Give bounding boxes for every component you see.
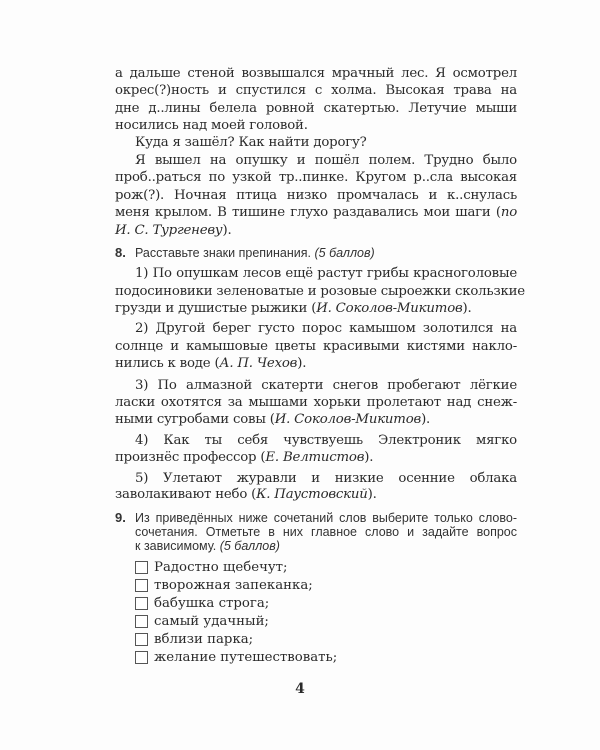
text-segment: по [500, 205, 517, 220]
instruction-line [135, 511, 517, 525]
text-segment: проб..раться по узкой тр..пинке. Кругом р..сла высокая [115, 170, 517, 185]
exercise-sentence-line [135, 265, 517, 282]
text-segment: ). [364, 450, 374, 465]
text-segment: Я вышел на опушку и пошёл полем. Трудно было [135, 153, 517, 168]
option-label: Радостно щебечут; [154, 560, 288, 575]
paragraph-line [115, 82, 517, 99]
text-segment: 4) Как ты себя чувствуешь Электроник мягко [135, 433, 517, 448]
text-segment: ными сугробами совы ( [115, 412, 275, 427]
text-segment: подосиновики зеленоватые и розовые сыроежки скользкие [115, 284, 525, 299]
text-segment: грузди и душистые рыжики ( [115, 301, 317, 316]
text-segment: произнёс профессор ( [115, 450, 266, 465]
text-segment: 5) Улетают журавли и низкие осенние облака [135, 471, 517, 486]
checkbox[interactable] [135, 561, 148, 574]
option-item[interactable] [135, 559, 288, 576]
paragraph-line [135, 152, 517, 169]
text-segment: ). [462, 301, 472, 316]
paragraph-line [115, 187, 517, 204]
text-segment: ). [222, 223, 232, 238]
text-segment: И. С. Тургеневу [115, 223, 223, 238]
paragraph-line [115, 222, 517, 239]
paragraph-line [115, 65, 517, 82]
text-segment: нились к воде ( [115, 356, 220, 371]
task-number: 9. [115, 510, 126, 525]
exercise-sentence-line [135, 470, 517, 487]
exercise-sentence-line [115, 355, 517, 372]
option-item[interactable] [135, 649, 337, 666]
text-segment: окрес(?)ность и спустился с холма. Высокая трава на [115, 83, 517, 98]
paragraph-line [115, 169, 517, 186]
text-segment: дне д..лины белела ровной скатертью. Летучие мыши [115, 101, 517, 116]
text-segment: ). [421, 412, 431, 427]
text-segment: К. Паустовский [256, 487, 368, 502]
text-segment: Расставьте знаки препинания. [135, 246, 315, 260]
exercise-sentence-line [115, 411, 517, 428]
option-item[interactable] [135, 631, 253, 648]
checkbox[interactable] [135, 597, 148, 610]
text-segment: ласки охотятся за мышами хорьки пролетают над снеж- [115, 395, 517, 410]
exercise-sentence-line [115, 449, 517, 466]
text-segment: 3) По алмазной скатерти снегов пробегают лёгкие [135, 378, 517, 393]
text-segment: рож(?). Ночная птица низко промчалась и к..снулась [115, 188, 517, 203]
option-item[interactable] [135, 595, 269, 612]
exercise-sentence-line [115, 283, 525, 300]
checkbox[interactable] [135, 651, 148, 664]
text-segment: к зависимому. [135, 539, 220, 553]
exercise-sentence-line [135, 432, 517, 449]
text-segment: ). [297, 356, 307, 371]
text-segment: ). [367, 487, 377, 502]
option-label: вблизи парка; [154, 631, 254, 647]
text-segment: сочетания. Отметьте в них главное слово и задайте вопрос [135, 525, 517, 539]
text-segment: И. Соколов-Микитов [316, 301, 463, 316]
text-segment: солнце и камышовые цветы красивыми кистями накло- [115, 339, 517, 354]
text-segment: (5 баллов) [219, 539, 280, 553]
task-number: 8. [115, 245, 126, 260]
option-label: желание путешествовать; [154, 649, 338, 665]
text-segment: а дальше стеной возвышался мрачный лес. Я осмотрел [115, 66, 517, 81]
option-label: самый удачный; [154, 613, 269, 629]
text-segment: Е. Велтистов [265, 450, 365, 465]
text-segment: И. Соколов-Микитов [274, 412, 422, 427]
exercise-sentence-line [115, 394, 517, 411]
paragraph-line [115, 117, 517, 134]
option-item[interactable] [135, 577, 313, 594]
option-label: бабушка строга; [154, 595, 270, 611]
text-segment: А. П. Чехов [219, 356, 298, 371]
paragraph-line [135, 134, 517, 151]
text-segment: заволакивают небо ( [115, 487, 257, 502]
paragraph-line [115, 100, 517, 117]
checkbox[interactable] [135, 633, 148, 646]
text-segment: меня крылом. В тишине глухо раздавались мои шаги ( [115, 205, 501, 220]
checkbox[interactable] [135, 579, 148, 592]
text-segment: 2) Другой берег густо порос камышом золотился на [135, 321, 517, 336]
exercise-sentence-line [135, 320, 517, 337]
text-segment: Из приведённых ниже сочетаний слов выберите только слово- [135, 511, 517, 525]
text-segment: 1) По опушкам лесов ещё растут грибы красноголовые [135, 266, 517, 281]
paragraph-line [115, 204, 517, 221]
text-segment: Куда я зашёл? Как найти дорогу? [135, 135, 367, 150]
text-segment: носились над моей головой. [115, 118, 308, 133]
option-label: творожная запеканка; [154, 577, 313, 593]
text-segment: (5 баллов) [314, 246, 375, 260]
option-item[interactable] [135, 613, 269, 630]
exercise-sentence-line [115, 300, 517, 317]
page-number: 4 [295, 681, 305, 697]
exercise-sentence-line [115, 486, 517, 503]
exercise-sentence-line [115, 338, 517, 355]
instruction-line [135, 539, 517, 553]
instruction-line [135, 525, 517, 539]
checkbox[interactable] [135, 615, 148, 628]
exercise-sentence-line [135, 377, 517, 394]
instruction-line [135, 246, 517, 260]
